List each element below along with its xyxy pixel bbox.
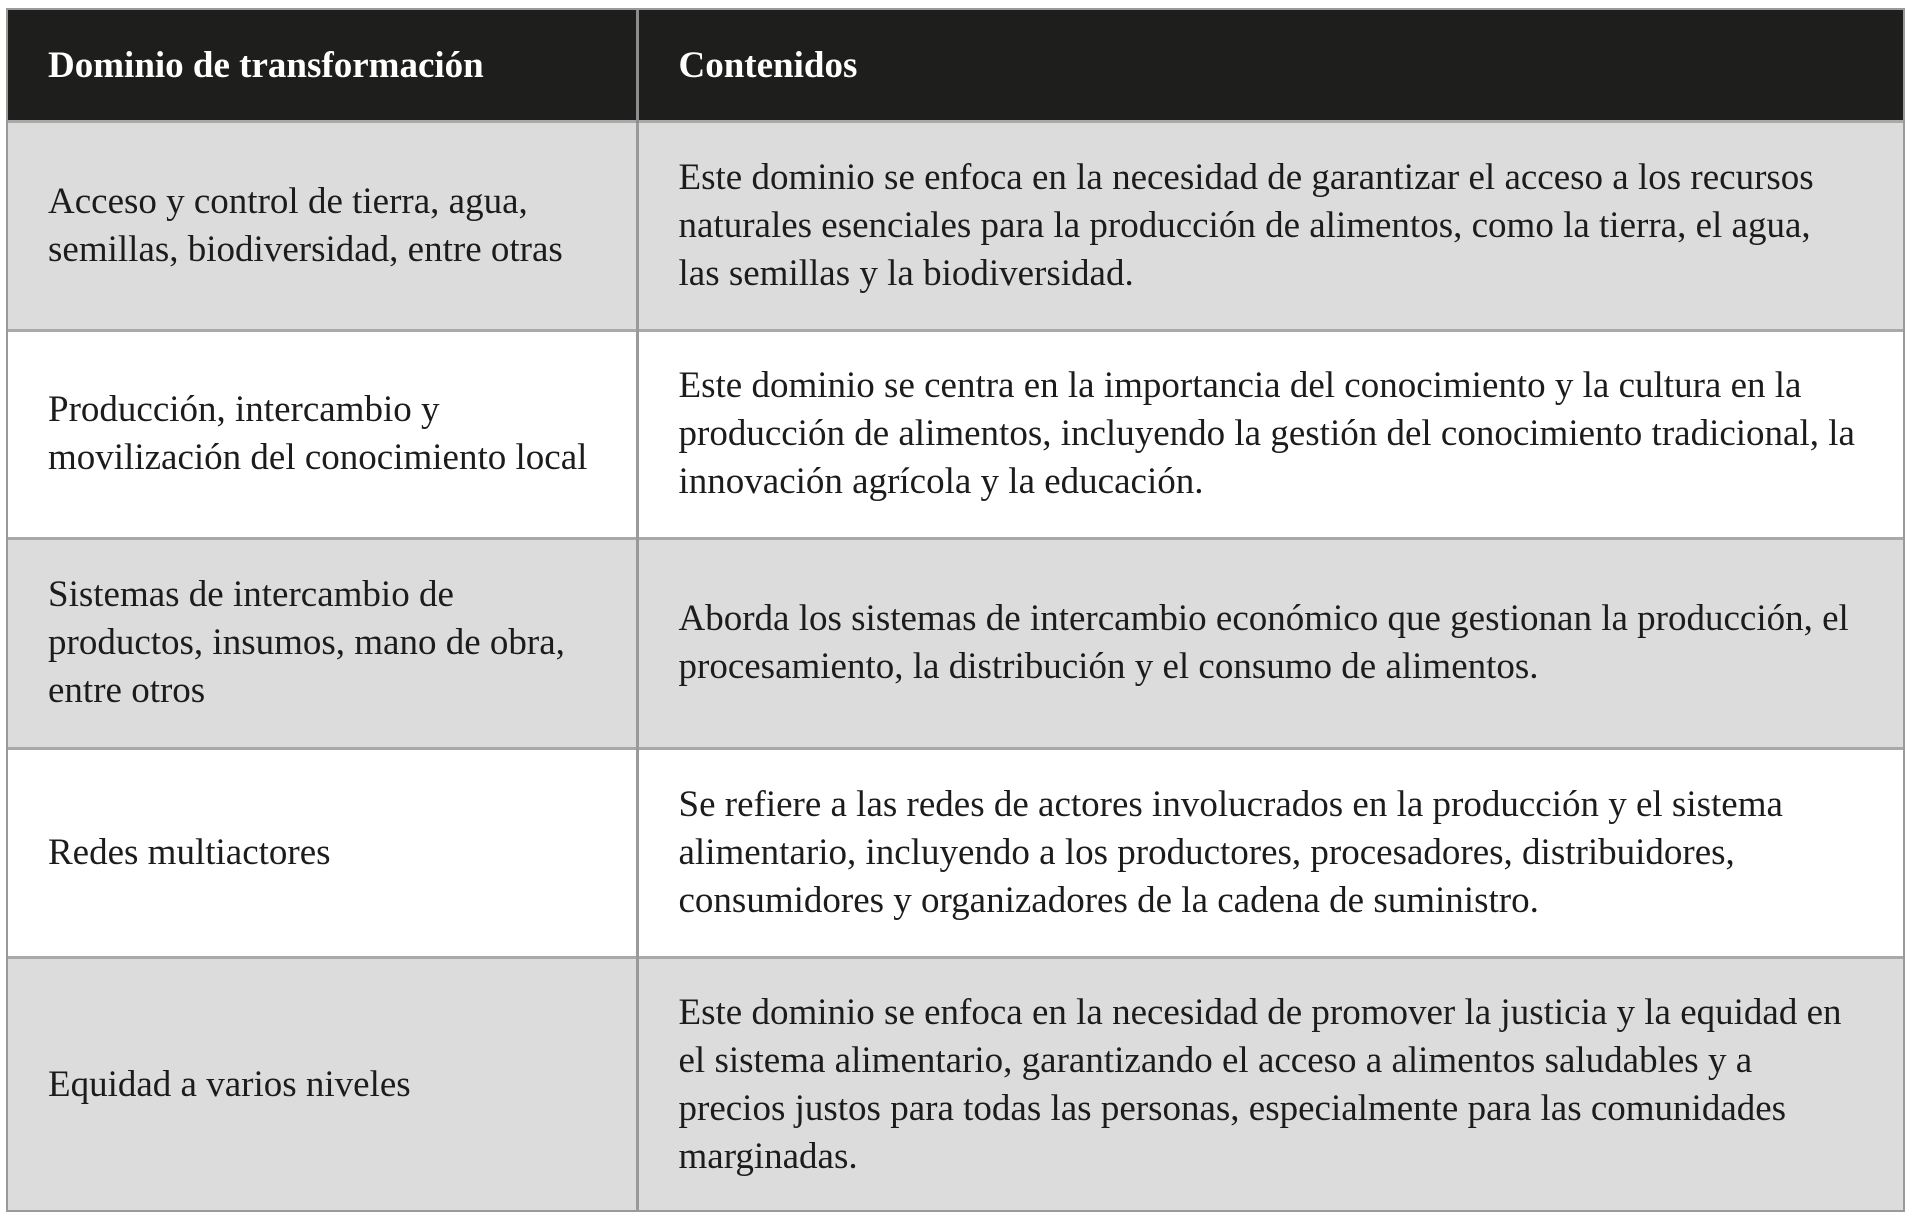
domain-cell: Producción, intercambio y movilización del conocimiento local [8,330,637,539]
table-row [8,748,1903,958]
domain-cell: Equidad a varios niveles [8,958,637,1210]
content-cell: Este dominio se enfoca en la necesidad de garantizar el acceso a los recursos naturales esenciales para la producción de alimentos, como la tierra, el agua, las semillas y la biodiversidad. [637,122,1903,331]
content-cell: Aborda los sistemas de intercambio económico que gestionan la producción, el procesamiento, la distribución y el consumo de alimentos. [637,539,1903,749]
content-cell: Este dominio se enfoca en la necesidad de promover la justicia y la equidad en el sistema alimentario, garantizando el acceso a alimentos saludables y a precios justos para todas las personas, especialmente para las comunidades marginadas. [637,958,1903,1210]
domain-cell: Sistemas de intercambio de productos, insumos, mano de obra, entre otros [8,539,637,749]
content-cell: Este dominio se centra en la importancia del conocimiento y la cultura en la producción de alimentos, incluyendo la gestión del conocimiento tradicional, la innovación agrícola y la educación. [637,330,1903,539]
content-cell: Se refiere a las redes de actores involucrados en la producción y el sistema alimentario, incluyendo a los productores, procesadores, distribuidores, consumidores y organizadores de la cadena de suministro. [637,748,1903,958]
header-domain: Dominio de transformación [8,10,637,122]
table-row [8,958,1903,1210]
transformation-domains-table-container [6,8,1905,1212]
transformation-domains-table [8,10,1903,1210]
header-contents: Contenidos [637,10,1903,122]
table-header [8,10,1903,122]
domain-cell: Redes multiactores [8,748,637,958]
domain-cell: Acceso y control de tierra, agua, semillas, biodiversidad, entre otras [8,122,637,331]
table-row [8,122,1903,331]
header-row [8,10,1903,122]
table-row [8,330,1903,539]
table-body [8,122,1903,1211]
table-row [8,539,1903,749]
